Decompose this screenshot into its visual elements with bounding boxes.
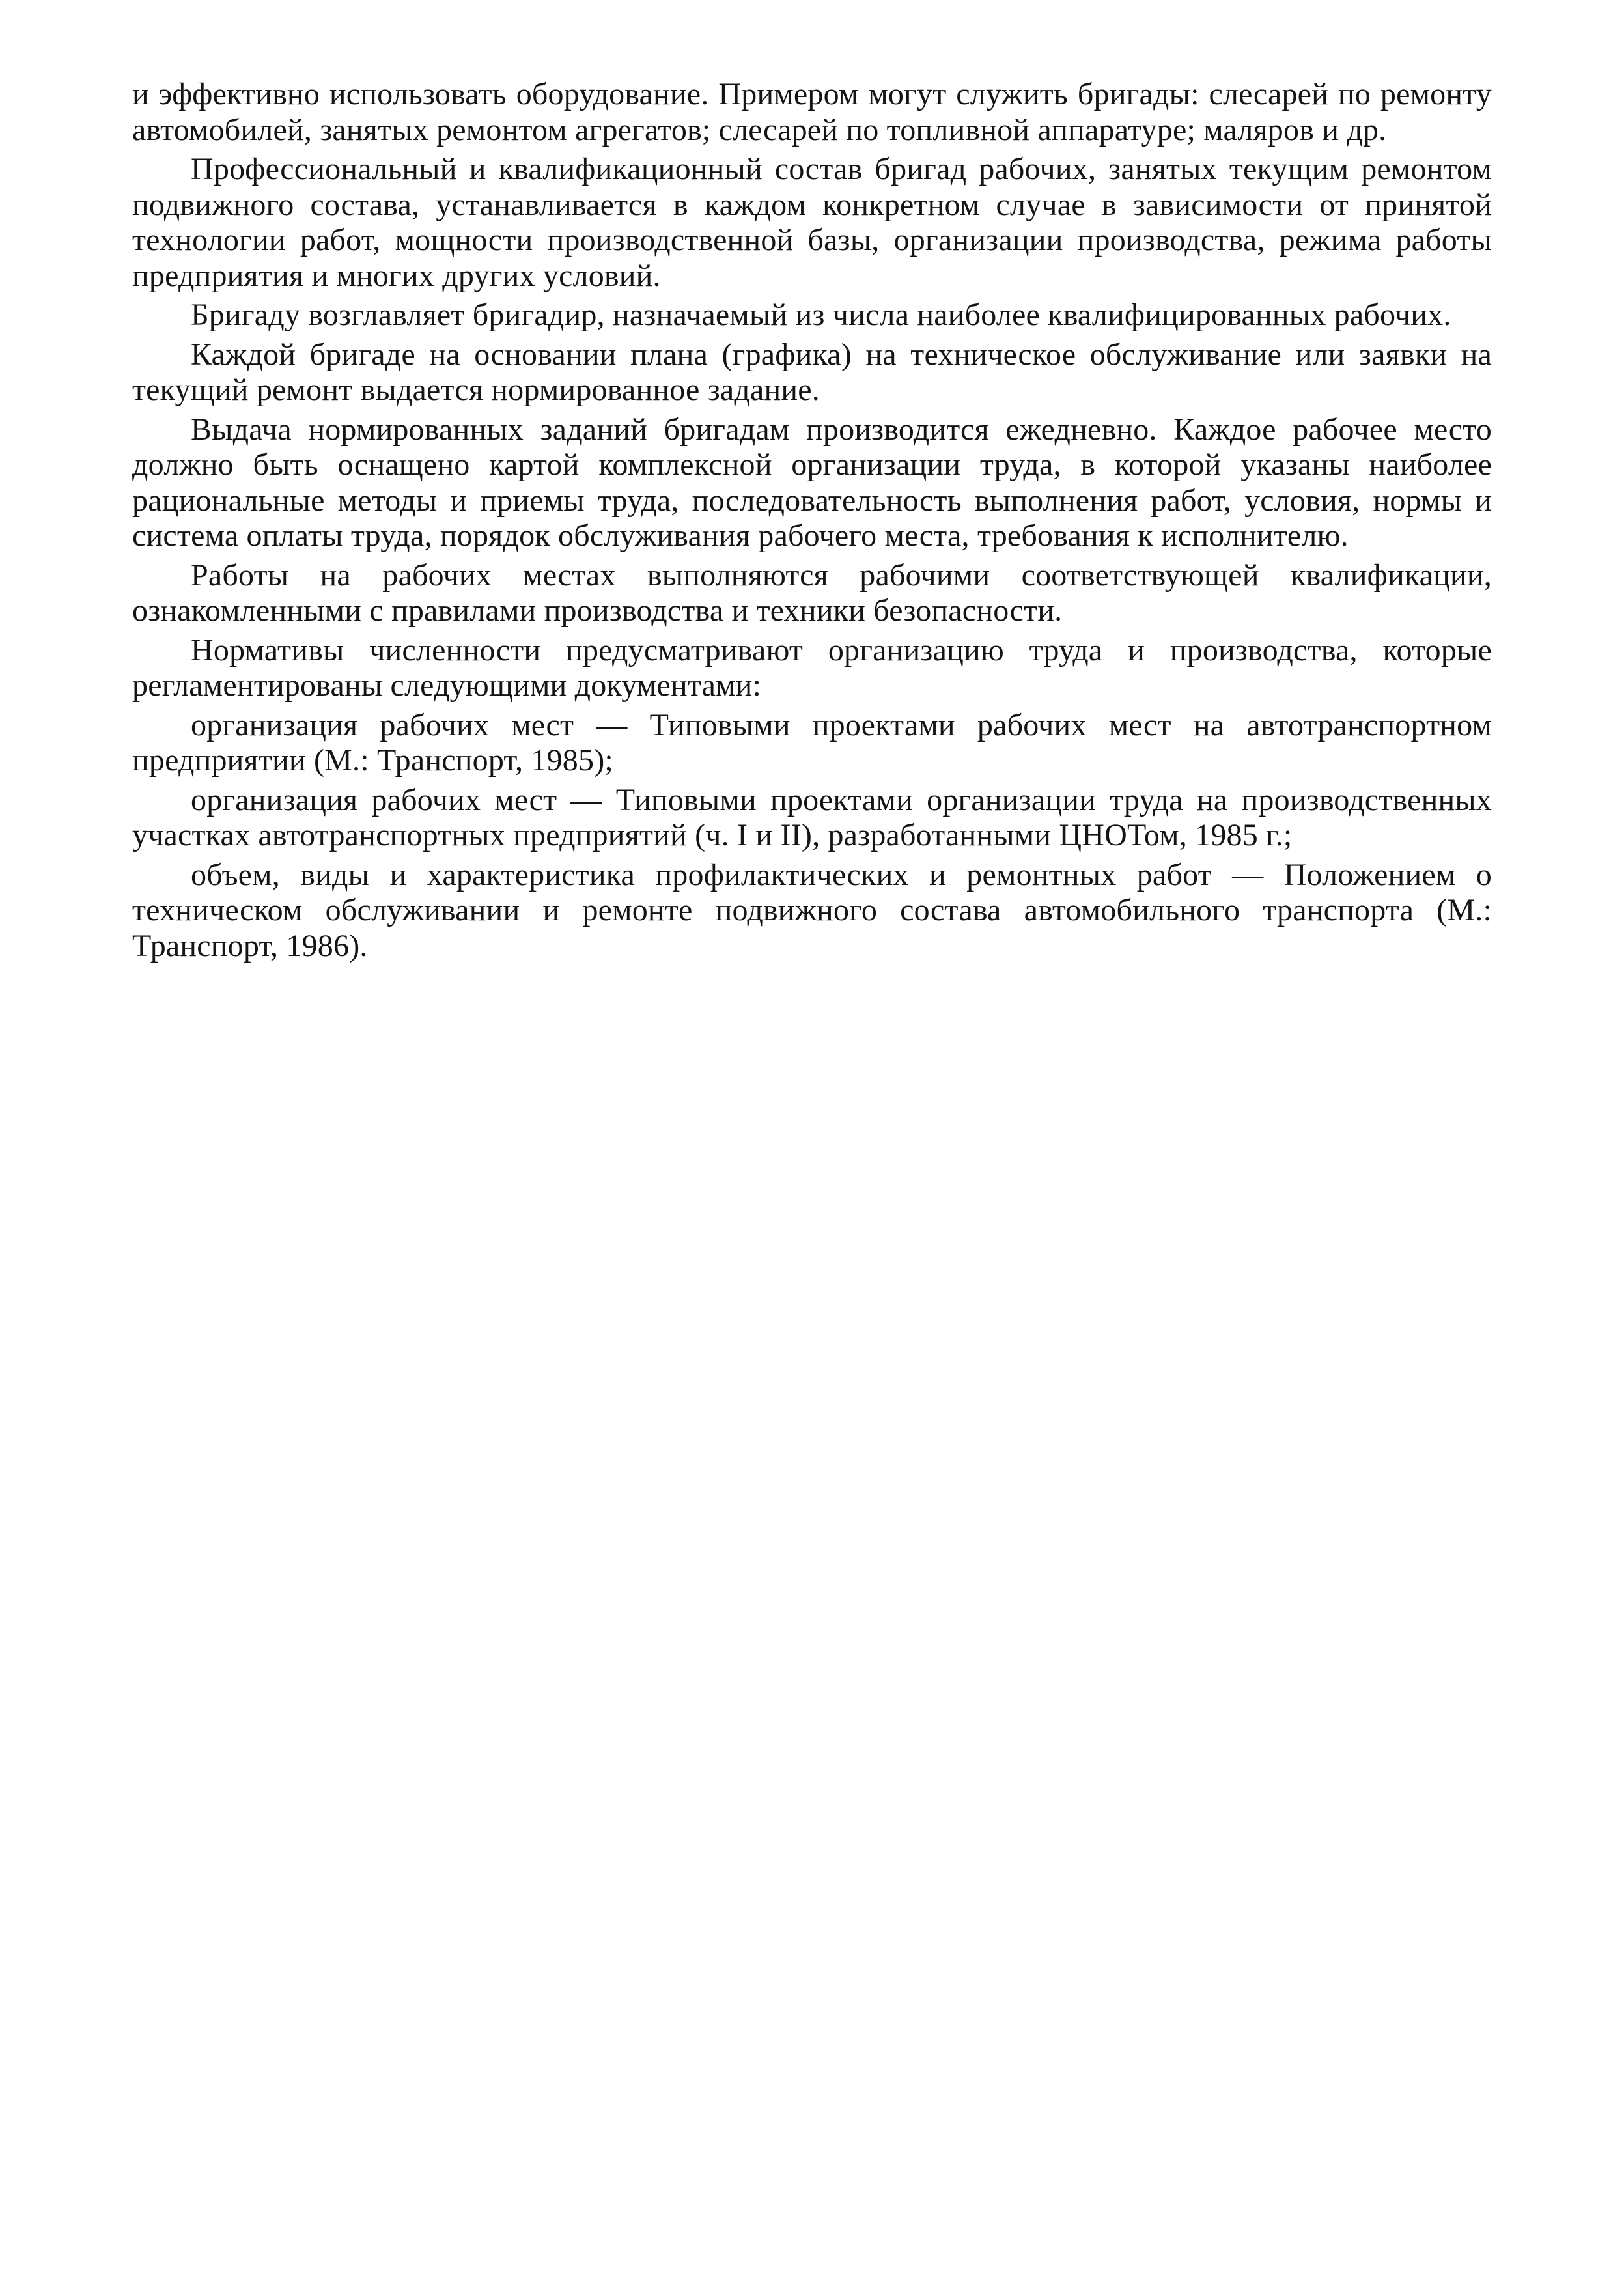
list-item: объем, виды и характеристика профилактических и ремонтных работ — Положением о техническом обслуживании и ремонте подвижного состава автомобильного транспорта (М.: Транспорт, 1986). [132,857,1492,963]
paragraph: Выдача нормированных заданий бригадам производится ежедневно. Каждое рабочее место должно быть оснащено картой комплексной организации труда, в которой указаны наиболее рациональные методы и приемы труда, последовательность выполнения работ, условия, нормы и система оплаты труда, порядок обслуживания рабочего места, требования к исполнителю. [132,412,1492,553]
paragraph: Каждой бригаде на основании плана (графика) на техническое обслуживание или заявки на текущий ремонт выдается нормированное задание. [132,337,1492,407]
list-item: организация рабочих мест — Типовыми проектами рабочих мест на автотранспортном предприятии (М.: Транспорт, 1985); [132,707,1492,778]
paragraph: Нормативы численности предусматривают организацию труда и производства, которые регламентированы следующими документами: [132,632,1492,703]
paragraph: Работы на рабочих местах выполняются рабочими соответствующей квалификации, ознакомленными с правилами производства и техники безопасности. [132,557,1492,628]
paragraph: Бригаду возглавляет бригадир, назначаемый из числа наиболее квалифицированных рабочих. [191,298,1451,332]
document-page [132,77,1492,968]
list-item: организация рабочих мест — Типовыми проектами организации труда на производственных участках автотранспортных предприятий (ч. I и II), разработанными ЦНОТом, 1985 г.; [132,782,1492,852]
paragraph: Профессиональный и квалификационный состав бригад рабочих, занятых текущим ремонтом подвижного состава, устанавливается в каждом конкретном случае в зависимости от принятой технологии работ, мощности производственной базы, организации производства, режима работы предприятия и многих других условий. [132,152,1492,293]
paragraph: и эффективно использовать оборудование. Примером могут служить бригады: слесарей по ремонту автомобилей, занятых ремонтом агрегатов; слесарей по топливной аппаратуре; маляров и др. [132,77,1492,147]
